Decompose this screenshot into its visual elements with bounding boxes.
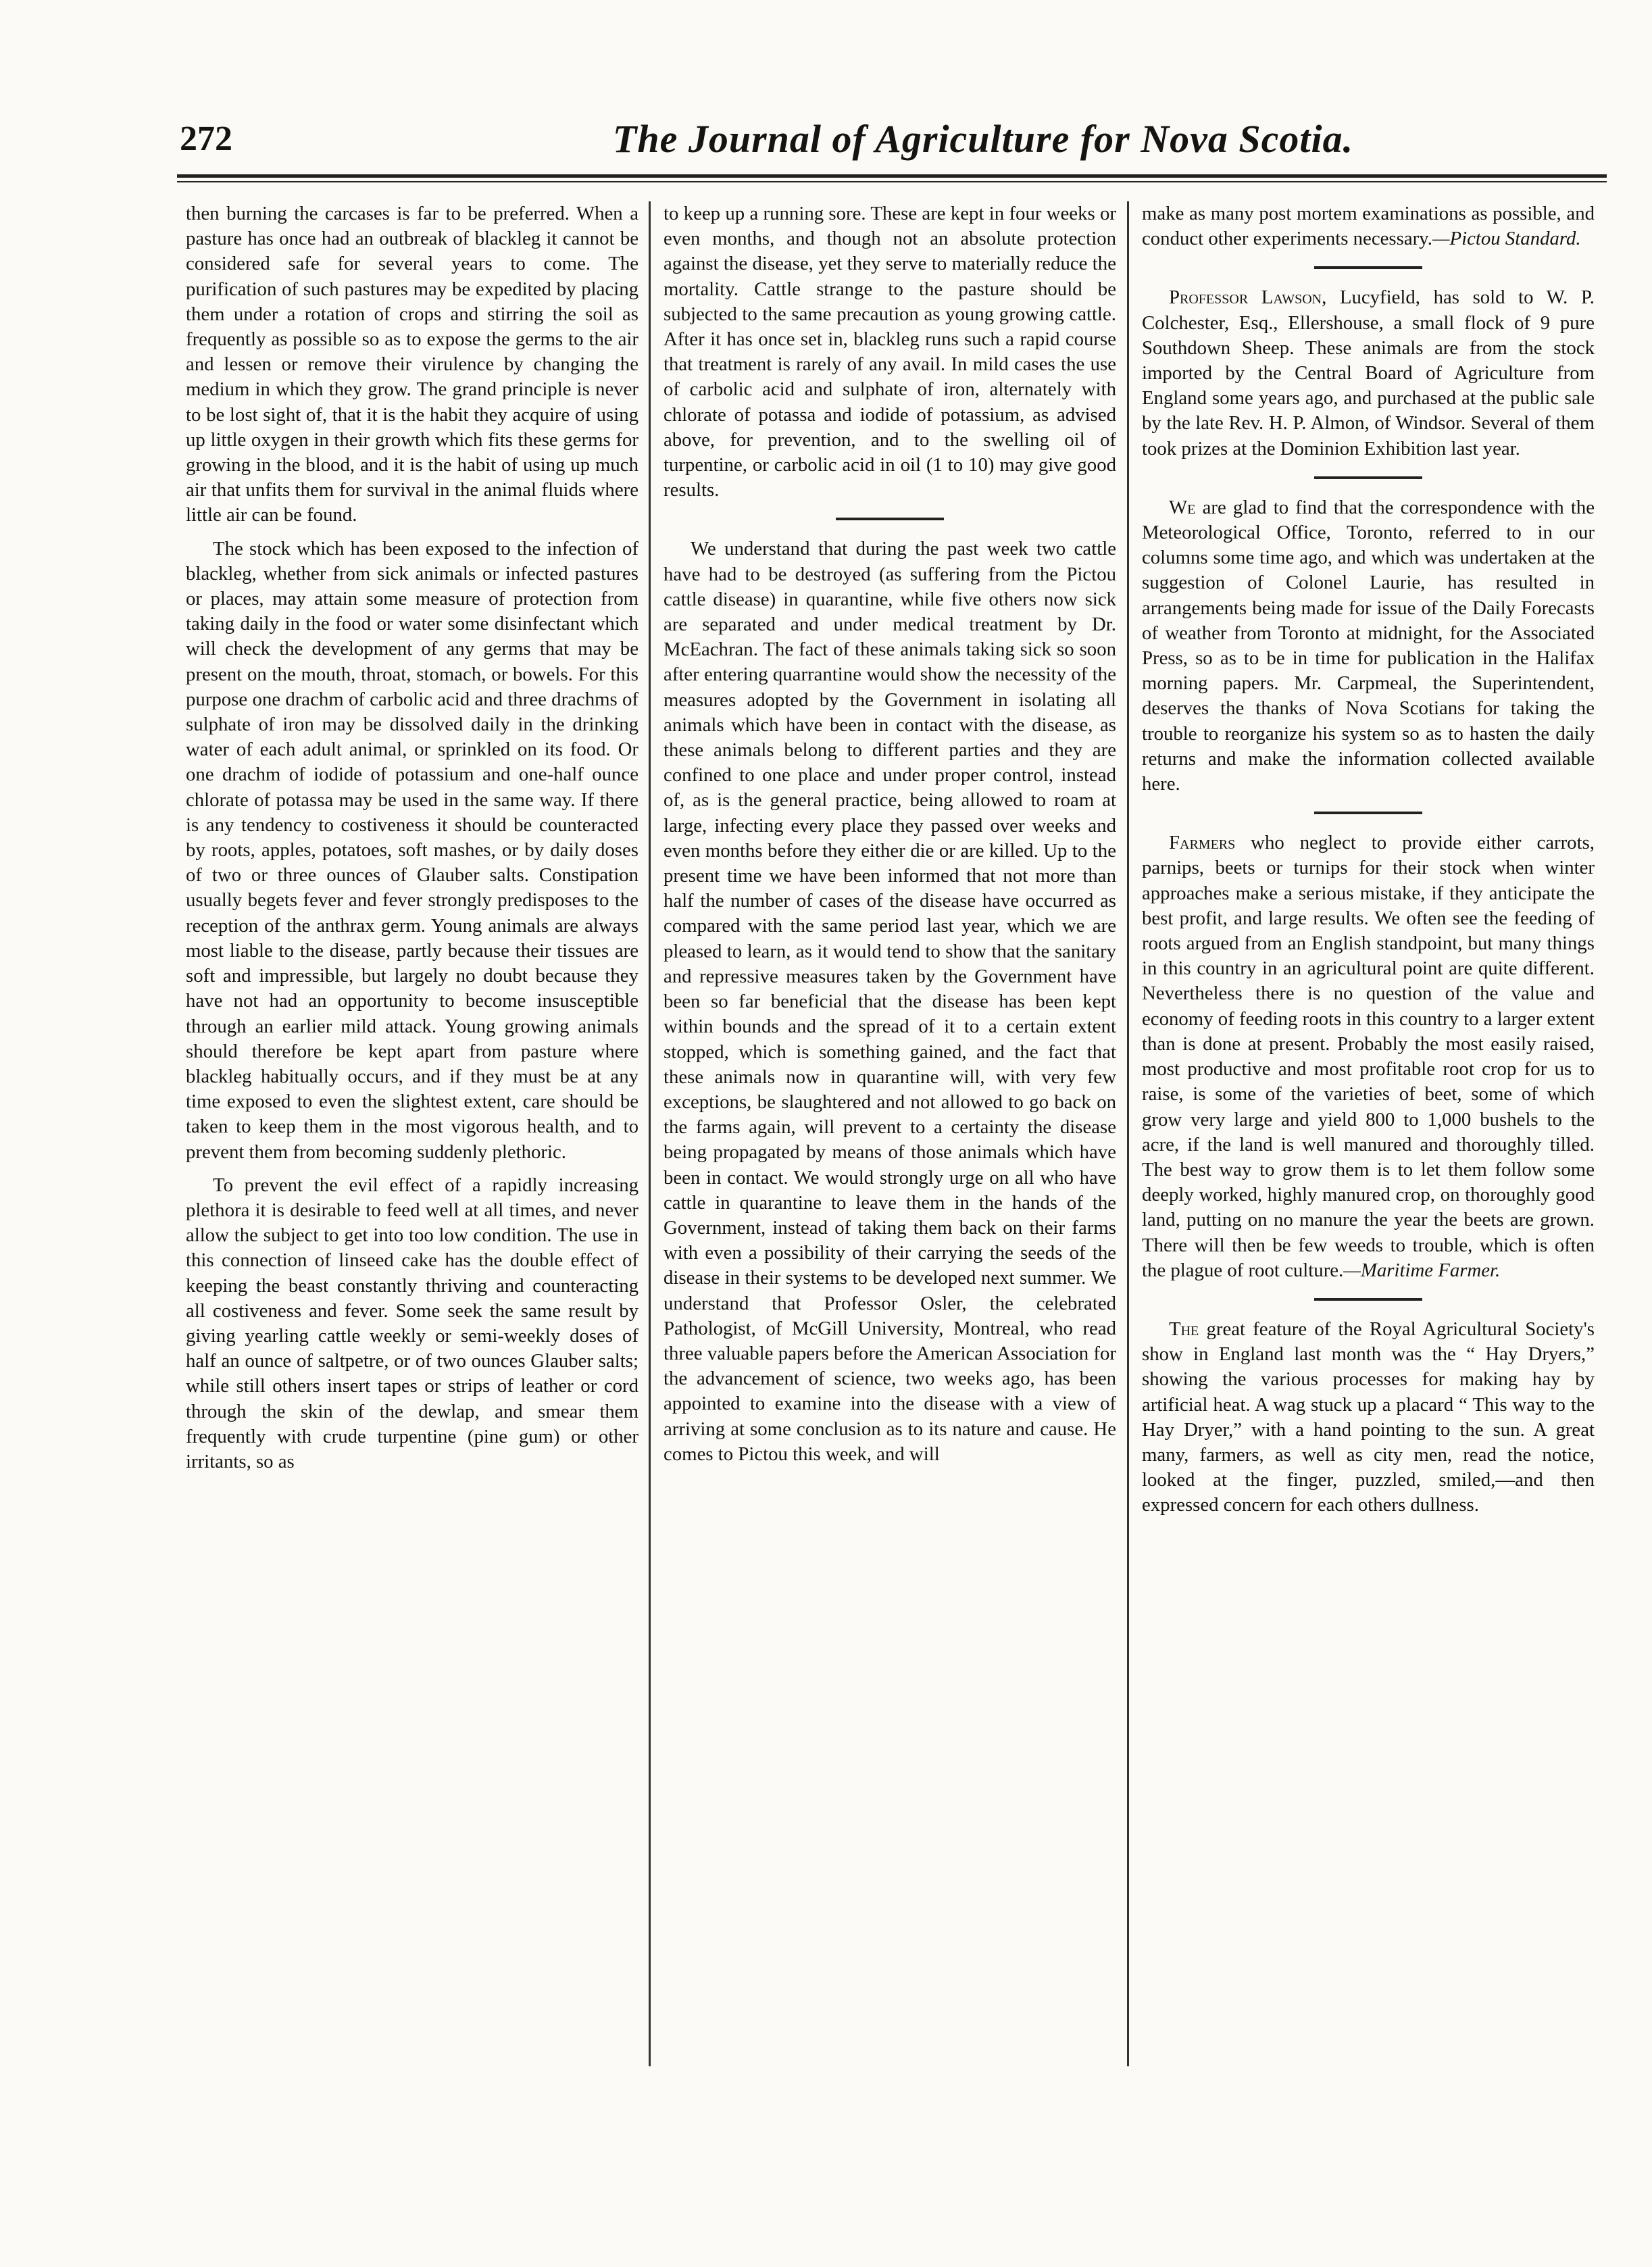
column-3	[1142, 201, 1595, 1526]
paragraph: We understand that during the past week two cattle have had to be destroyed (as suffering from the Pictou cattle disease) in quarantine, while five others now sick are separated and under medical treatment by Dr. McEachran. The fact of these animals taking sick so soon after entering quarrantine would show the necessity of the measures adopted by the Government in isolating all animals which have been in contact with the disease, as these animals belong to different parties and they are confined to one place and under proper control, instead of, as is the general practice, being allowed to roam at large, infecting every place they passed over weeks and even months before they either die or are killed. Up to the present time we have been informed that not more than half the number of cases of the disease have occurred as compared with the same period last year, which we are pleased to learn, as it would tend to show that the sanitary and repressive measures taken by the Government have been so far beneficial that the disease has been kept within bounds and the spread of it to a certain extent stopped, which is something gained, and the fact that these animals now in quarantine will, with very few exceptions, be slaughtered and not allowed to go back on the farms again, will prevent to a certainty the disease being propagated by means of those animals which have been in contact. We would strongly urge on all who have cattle in quarantine to leave them in the hands of the Government, instead of taking them back on their farms with even a possibility of their carrying the seeds of the disease in their systems to be developed next summer. We understand that Professor Osler, the celebrated Pathologist, of McGill University, Montreal, who read three valuable papers before the American Association for the advancement of science, two weeks ago, has been appointed to examine into the disease with a view of arriving at some conclusion as to its nature and cause. He comes to Pictou this week, and will	[664, 538, 1116, 1465]
column-divider	[649, 201, 651, 2066]
article-separator	[1314, 1298, 1422, 1301]
page-number: 272	[180, 120, 232, 158]
lead-word: We	[1169, 496, 1196, 518]
paragraph-text: great feature of the Royal Agricultural Society's show in England last month was the “ Hay Dryers,” showing the various processes for making hay by artificial heat. A wag stuck up a placard “ This way to the Hay Dryer,” with a hand pointing to the sun. A great many, farmers, as well as city men, read the notice, looked at the finger, puzzled, smiled,—and then expressed concern for each others dullness.	[1142, 1318, 1595, 1516]
article-separator	[1314, 812, 1422, 814]
paragraph-text: who neglect to provide either carrots, parnips, beets or turnips for their stock when winter approaches make a serious mistake, if they anticipate the best profit, and large results. We often see the feeding of roots argued from an English standpoint, but many things in this country in an agricultural point are quite different. Nevertheless there is no question of the value and economy of feeding roots in this country to a larger extent than is done at present. Probably the most easily raised, most productive and most profitable root crop for us to raise, is some of the varieties of beet, some of which grow very large and yield 800 to 1,000 bushels to the acre, if the land is well manured and thoroughly tilled. The best way to grow them is to let them follow some deeply worked, highly manured crop, on thoroughly good land, putting on no manure the year the beets are grown. There will then be few weeds to trouble, which is often the plague of root culture.	[1142, 832, 1595, 1281]
paragraph	[1142, 830, 1595, 1283]
paragraph-text: Lucyfield, has sold to W. P. Colchester, Esq., Ellershouse, a small flock of 9 pure Southdown Sheep. These animals are from the stock imported by the Central Board of Agriculture from England some years ago, and purchased at the public sale by the late Rev. H. P. Almon, of Windsor. Several of them took prizes at the Dominion Exhibition last year.	[1142, 287, 1595, 459]
lead-word: Farmers	[1169, 832, 1236, 854]
paragraph	[1142, 495, 1595, 797]
paragraph	[1142, 285, 1595, 461]
journal-title: The Journal of Agriculture for Nova Scotia.	[612, 117, 1354, 161]
paragraph	[1142, 201, 1595, 251]
article-separator	[836, 518, 944, 520]
paragraph-text: are glad to find that the correspondence with the Meteorological Office, Toronto, referred to in our columns some time ago, and which was undertaken at the suggestion of Colonel Laurie, has resulted in arrangements being made for issue of the Daily Forecasts of weather from Toronto at midnight, for the Associated Press, so as to be in time for publication in the Halifax morning papers. Mr. Carpmeal, the Superintendent, deserves the thanks of Nova Scotians for taking the trouble to reorganize his system so as to hasten the daily returns and make the information collected available here.	[1142, 496, 1595, 795]
column-2	[664, 201, 1116, 1475]
header-rule-thin	[177, 181, 1607, 182]
paragraph: The stock which has been exposed to the infection of blackleg, whether from sick animals or infected pastures or places, may attain some measure of protection from taking daily in the food or water some disinfectant which will check the development of any germs that may be present on the mouth, throat, stomach, or bowels. For this purpose one drachm of carbolic acid and three drachms of sulphate of iron may be dissolved daily in the drinking water of each adult animal, or sprinkled on its food. Or one drachm of iodide of potassium and one-half ounce chlorate of potassa may be used in the same way. If there is any tendency to costiveness it should be counteracted by roots, apples, potatoes, soft mashes, or by daily doses of two or three ounces of Glauber salts. Constipation usually begets fever and fever strongly predisposes to the reception of the anthrax germ. Young animals are always most liable to the disease, partly because their tissues are soft and impressible, but largely no doubt because they have not had an opportunity to become insusceptible through an earlier mild attack. Young growing animals should therefore be kept apart from pasture where blackleg habitually occurs, and if they must be at any time exposed to even the slightest extent, care should be taken to keep them in the most vigorous health, and to prevent them from becoming suddenly plethoric.	[186, 537, 639, 1163]
paragraph: then burning the carcases is far to be preferred. When a pasture has once had an outbreak of blackleg it cannot be considered safe for several years to come. The purification of such pastures may be expedited by placing them under a rotation of crops and stirring the soil as frequently as possible so as to expose the germs to the air and lessen or remove their virulence by changing the medium in which they grow. The grand principle is never to be lost sight of, that it is the habit they acquire of using up little oxygen in their growth which fits these germs for growing in the blood, and it is the habit of using up much air that unfits them for survival in the animal fluids where little air can be found.	[186, 203, 639, 526]
paragraph	[1142, 1317, 1595, 1518]
article-separator	[1314, 476, 1422, 479]
paragraph-text: make as many post mortem examinations as possible, and conduct other experiments necessary.	[1142, 203, 1595, 250]
column-divider	[1127, 201, 1129, 2066]
column-1	[186, 201, 639, 1483]
lead-word: The	[1169, 1318, 1199, 1340]
source-credit: —Maritime Farmer.	[1343, 1259, 1501, 1281]
article-separator	[1314, 266, 1422, 269]
source-credit: —Pictou Standard.	[1432, 228, 1581, 250]
lead-word: Professor Lawson,	[1169, 287, 1327, 309]
paragraph: To prevent the evil effect of a rapidly increasing plethora it is desirable to feed well at all times, and never allow the subject to get into too low condition. The use in this connection of linseed cake has the double effect of keeping the beast constantly thriving and counteracting all costiveness and fever. Some seek the same result by giving yearling cattle weekly or semi-weekly doses of half an ounce of saltpetre, or of two ounces Glauber salts; while still others insert tapes or strips of leather or cord through the skin of the dewlap, and smear them frequently with crude turpentine (pine gum) or other irritants, so as	[186, 1174, 639, 1472]
paragraph: to keep up a running sore. These are kept in four weeks or even months, and though not an absolute protection against the disease, yet they serve to materially reduce the mortality. Cattle strange to the pasture should be subjected to the same precaution as young growing cattle. After it has once set in, blackleg runs such a rapid course that treatment is rarely of any avail. In mild cases the use of carbolic acid and sulphate of iron, alternately with chlorate of potassa and iodide of potassium, as advised above, for prevention, and to the swelling oil of turpentine, or carbolic acid in oil (1 to 10) may give good results.	[664, 203, 1116, 501]
header-rule	[177, 174, 1607, 178]
